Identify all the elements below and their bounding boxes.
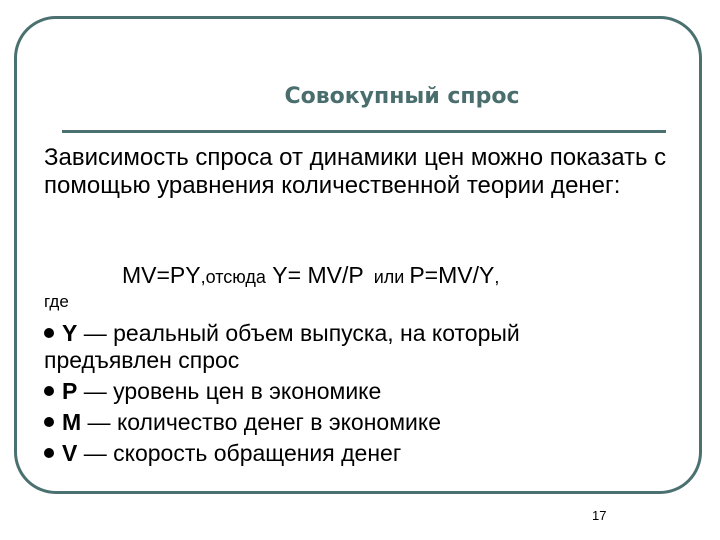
where-label: где xyxy=(44,292,69,311)
bullet-text: — реальный объем выпуска, на который xyxy=(77,320,520,346)
formula-comma: , xyxy=(200,267,206,287)
bullet-dot-icon xyxy=(44,417,54,427)
bullet-item-m xyxy=(44,407,684,438)
bullet-item-p xyxy=(44,376,684,407)
page-number: 17 xyxy=(592,508,607,523)
bullet-text: — скорость обращения денег xyxy=(77,440,402,466)
bullet-var: M xyxy=(62,409,82,435)
formula-mv-py: MV=PY xyxy=(122,262,201,288)
bullet-dot-icon xyxy=(44,328,54,338)
formula-ili: или xyxy=(363,267,410,287)
bullet-var: Y xyxy=(62,320,78,346)
title-divider xyxy=(62,130,666,133)
bullet-item-v xyxy=(44,438,684,469)
formula-p: P=MV/Y xyxy=(409,262,495,288)
formula-line xyxy=(122,262,499,289)
bullet-item-y xyxy=(44,318,684,376)
bullet-dot-icon xyxy=(44,448,54,458)
formula-y: Y= MV/P xyxy=(265,262,364,288)
intro-paragraph: Зависимость спроса от динамики цен можно показать с помощью уравнения количественной теории денег: xyxy=(44,144,667,199)
bullet-var: V xyxy=(62,440,78,466)
bullet-list xyxy=(44,318,684,469)
bullet-continuation: предъявлен спрос xyxy=(44,347,240,373)
bullet-text: — уровень цен в экономике xyxy=(77,378,382,404)
slide-title: Совокупный спрос xyxy=(284,84,520,109)
bullet-dot-icon xyxy=(44,386,54,396)
bullet-var: P xyxy=(62,378,78,404)
formula-otsyuda: отсюда xyxy=(205,267,266,287)
bullet-text: — количество денег в экономике xyxy=(81,409,441,435)
formula-comma-end: , xyxy=(494,267,500,287)
